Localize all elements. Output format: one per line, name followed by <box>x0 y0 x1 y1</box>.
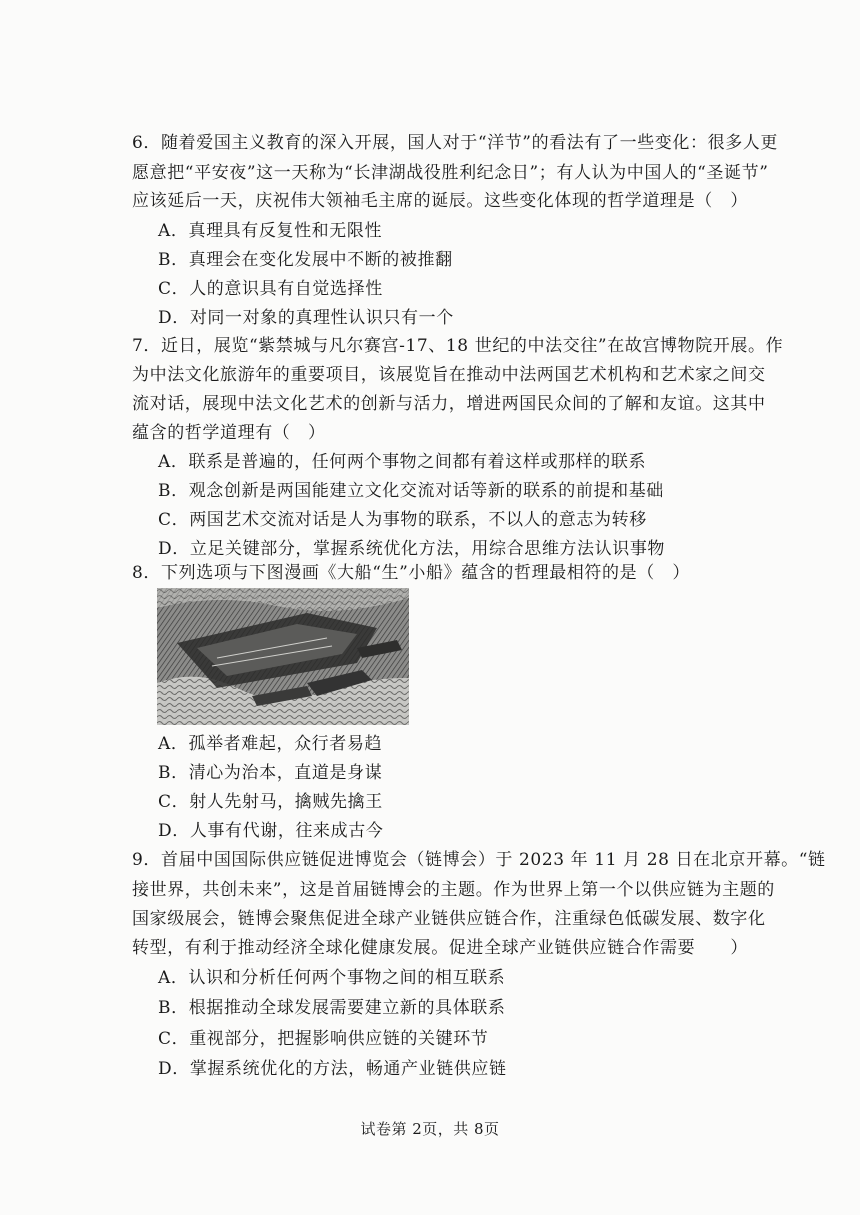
cartoon-big-ship-small-boats-image <box>157 588 409 725</box>
q6-option-d: D．对同一对象的真理性认识只有一个 <box>158 308 454 328</box>
q9-option-a: A．认识和分析任何两个事物之间的相互联系 <box>158 968 506 988</box>
q8-option-c: C．射人先射马，擒贼先擒王 <box>158 792 383 812</box>
q9-option-b: B．根据推动全球发展需要建立新的具体联系 <box>158 998 506 1018</box>
q8-option-d: D．人事有代谢，往来成古今 <box>158 821 384 841</box>
q8-option-a: A．孤举者难起，众行者易趋 <box>158 734 383 754</box>
q6-option-c: C．人的意识具有自觉选择性 <box>158 279 383 299</box>
q6-option-b: B．真理会在变化发展中不断的被推翻 <box>158 250 453 270</box>
q9-stem-line-3: 国家级展会，链博会聚焦促进全球产业链供应链合作，注重绿色低碳发展、数字化 <box>132 909 766 929</box>
q8-stem-line-1: 8．下列选项与下图漫画《大船“生”小船》蕴含的哲理最相符的是（ ） <box>132 563 690 583</box>
q6-option-a: A．真理具有反复性和无限性 <box>158 221 383 241</box>
q8-option-b: B．清心为治本，直道是身谋 <box>158 763 383 783</box>
q9-stem-line-2: 接世界，共创未来”，这是首届链博会的主题。作为世界上第一个以供应链为主题的 <box>132 880 775 900</box>
q9-stem-line-1: 9．首届中国国际供应链促进博览会（链博会）于 2023 年 11 月 28 日在北京开幕。“链 <box>132 850 826 870</box>
q9-option-c: C．重视部分，把握影响供应链的关键环节 <box>158 1029 489 1049</box>
q7-option-d: D．立足关键部分，掌握系统优化方法，用综合思维方法认识事物 <box>158 539 666 559</box>
q7-option-c: C．两国艺术交流对话是人为事物的联系，不以人的意志为转移 <box>158 510 647 530</box>
q9-stem-line-4: 转型，有利于推动经济全球化健康发展。促进全球产业链供应链合作需要 ） <box>132 938 748 958</box>
q6-stem-line-2: 愿意把“平安夜”这一天称为“长津湖战役胜利纪念日”；有人认为中国人的“圣诞节” <box>132 163 769 183</box>
q9-option-d: D．掌握系统优化的方法，畅通产业链供应链 <box>158 1059 507 1079</box>
q7-option-b: B．观念创新是两国能建立文化交流对话等新的联系的前提和基础 <box>158 481 664 501</box>
q7-stem-line-2: 为中法文化旅游年的重要项目，该展览旨在推动中法两国艺术机构和艺术家之间交 <box>132 365 766 385</box>
q7-option-a: A．联系是普遍的，任何两个事物之间都有着这样或那样的联系 <box>158 452 647 472</box>
page-footer: 试卷第 2页，共 8页 <box>360 1120 500 1138</box>
q7-stem-line-3: 流对话，展现中法文化艺术的创新与活力，增进两国民众间的了解和友谊。这其中 <box>132 394 766 414</box>
q6-stem-line-1: 6．随着爱国主义教育的深入开展，国人对于“洋节”的看法有了一些变化：很多人更 <box>132 133 778 153</box>
q7-stem-line-1: 7．近日，展览“紫禁城与凡尔赛宫-17、18 世纪的中法交往”在故宫博物院开展。作 <box>132 336 784 356</box>
q7-stem-line-4: 蕴含的哲学道理有（ ） <box>132 423 326 443</box>
q6-stem-line-3: 应该延后一天，庆祝伟大领袖毛主席的诞辰。这些变化体现的哲学道理是（ ） <box>132 191 748 211</box>
